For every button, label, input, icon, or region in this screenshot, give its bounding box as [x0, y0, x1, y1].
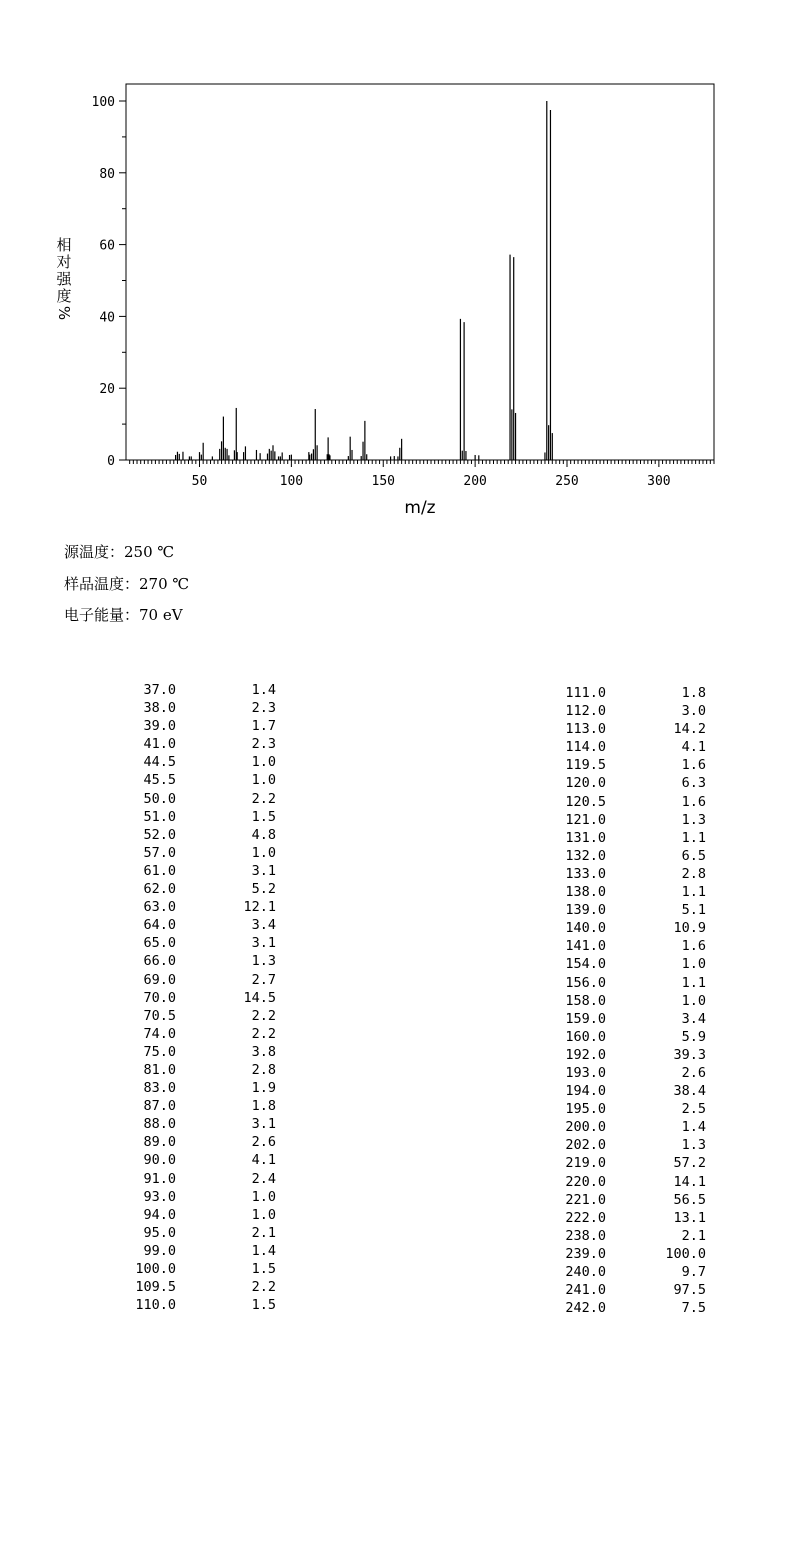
- abundance-value: 1.7: [251, 718, 276, 735]
- table-row: [558, 774, 706, 792]
- table-row: [558, 793, 706, 811]
- table-row: [128, 1025, 276, 1043]
- table-row: [128, 1079, 276, 1097]
- abundance-value: 2.3: [251, 700, 276, 717]
- table-row: [558, 811, 706, 829]
- table-row: [128, 916, 276, 934]
- abundance-value: 2.2: [251, 1007, 276, 1024]
- table-row: [558, 919, 706, 937]
- mz-value: 222.0: [565, 1209, 606, 1226]
- mz-value: 81.0: [143, 1061, 176, 1078]
- mz-value: 139.0: [565, 902, 606, 919]
- abundance-value: 2.2: [251, 1279, 276, 1296]
- abundance-value: 6.3: [681, 775, 706, 792]
- abundance-value: 3.1: [251, 1116, 276, 1133]
- table-row: [558, 1064, 706, 1082]
- mz-value: 39.0: [143, 718, 176, 735]
- table-row: [558, 1173, 706, 1191]
- table-row: [128, 699, 276, 717]
- abundance-value: 1.0: [251, 754, 276, 771]
- abundance-value: 2.6: [681, 1064, 706, 1081]
- mz-value: 156.0: [565, 974, 606, 991]
- abundance-value: 1.5: [251, 1297, 276, 1314]
- mz-value: 160.0: [565, 1028, 606, 1045]
- mz-value: 159.0: [565, 1010, 606, 1027]
- x-tick-label: 100: [279, 474, 304, 489]
- mz-value: 89.0: [143, 1134, 176, 1151]
- mz-value: 45.5: [143, 772, 176, 789]
- abundance-value: 5.9: [681, 1028, 706, 1045]
- mz-value: 138.0: [565, 884, 606, 901]
- mz-value: 221.0: [565, 1191, 606, 1208]
- table-row: [128, 1061, 276, 1079]
- mz-value: 87.0: [143, 1098, 176, 1115]
- abundance-value: 1.1: [681, 829, 706, 846]
- mz-value: 240.0: [565, 1264, 606, 1280]
- mz-value: 69.0: [143, 971, 176, 988]
- abundance-value: 1.1: [681, 884, 706, 901]
- y-tick-label: 60: [99, 238, 115, 254]
- abundance-value: 14.5: [243, 989, 276, 1006]
- table-row: [128, 771, 276, 789]
- abundance-value: 1.3: [251, 953, 276, 970]
- mz-value: 238.0: [565, 1227, 606, 1244]
- plot-frame: [126, 84, 714, 460]
- table-row: [128, 753, 276, 771]
- abundance-value: 1.5: [251, 1261, 276, 1277]
- mz-value: 38.0: [143, 700, 176, 717]
- table-row: [128, 1278, 276, 1296]
- abundance-value: 1.8: [681, 685, 706, 701]
- table-row: [128, 989, 276, 1007]
- abundance-value: 1.5: [251, 808, 276, 825]
- table-row: [558, 1227, 706, 1245]
- chart-svg: [0, 0, 794, 530]
- abundance-value: 2.2: [251, 1025, 276, 1042]
- abundance-value: 1.6: [681, 938, 706, 955]
- abundance-value: 9.7: [681, 1264, 706, 1280]
- table-row: [128, 1224, 276, 1242]
- mz-value: 65.0: [143, 935, 176, 952]
- table-row: [558, 847, 706, 865]
- source-temperature: 源温度：250 ℃: [64, 543, 175, 561]
- abundance-value: 2.8: [251, 1061, 276, 1078]
- mz-value: 242.0: [565, 1300, 606, 1317]
- abundance-value: 38.4: [673, 1083, 706, 1100]
- mz-value: 141.0: [565, 938, 606, 955]
- mz-value: 193.0: [565, 1064, 606, 1081]
- table-row: [128, 717, 276, 735]
- mz-value: 154.0: [565, 956, 606, 973]
- mz-value: 90.0: [143, 1152, 176, 1169]
- table-row: [128, 1296, 276, 1314]
- table-row: [128, 1170, 276, 1188]
- table-row: [128, 790, 276, 808]
- x-tick-label: 200: [463, 474, 487, 489]
- mz-value: 91.0: [143, 1170, 176, 1187]
- x-axis-label: m/z: [404, 498, 436, 518]
- table-row: [128, 826, 276, 844]
- table-row: [128, 934, 276, 952]
- abundance-value: 2.3: [251, 736, 276, 753]
- table-row: [558, 1154, 706, 1172]
- abundance-value: 3.1: [251, 935, 276, 952]
- abundance-value: 5.1: [681, 902, 706, 919]
- mz-value: 88.0: [143, 1116, 176, 1133]
- table-row: [558, 1136, 706, 1154]
- x-tick-label: 250: [555, 474, 579, 489]
- mz-value: 111.0: [565, 685, 606, 701]
- table-row: [558, 955, 706, 973]
- table-row: [558, 901, 706, 919]
- table-row: [128, 681, 276, 699]
- table-row: [128, 1260, 276, 1278]
- table-row: [128, 808, 276, 826]
- abundance-value: 2.1: [251, 1224, 276, 1241]
- mz-value: 52.0: [143, 826, 176, 843]
- table-row: [558, 720, 706, 738]
- table-row: [128, 1097, 276, 1115]
- mz-value: 74.0: [143, 1025, 176, 1042]
- sample-temperature: 样品温度：270 ℃: [64, 575, 190, 593]
- table-row: [128, 1206, 276, 1224]
- abundance-value: 3.8: [251, 1043, 276, 1060]
- x-tick-label: 50: [191, 474, 208, 489]
- mz-value: 120.0: [565, 775, 606, 792]
- abundance-value: 10.9: [673, 920, 706, 937]
- abundance-value: 14.1: [673, 1173, 706, 1190]
- y-axis-label-char: 相: [56, 236, 72, 254]
- abundance-value: 2.4: [251, 1170, 276, 1187]
- abundance-value: 4.8: [251, 826, 276, 843]
- table-row: [558, 883, 706, 901]
- abundance-value: 1.8: [251, 1098, 276, 1115]
- abundance-value: 1.0: [251, 772, 276, 789]
- table-row: [558, 1118, 706, 1136]
- mz-value: 131.0: [565, 829, 606, 846]
- mz-value: 57.0: [143, 844, 176, 861]
- y-tick-label: 100: [91, 95, 115, 110]
- mz-value: 140.0: [565, 920, 606, 937]
- abundance-value: 1.0: [251, 1188, 276, 1205]
- abundance-value: 1.6: [681, 793, 706, 810]
- table-row: [128, 880, 276, 898]
- table-row: [128, 971, 276, 989]
- mz-value: 95.0: [143, 1224, 176, 1241]
- abundance-value: 1.6: [681, 757, 706, 774]
- mz-value: 62.0: [143, 881, 176, 898]
- abundance-value: 1.3: [681, 1137, 706, 1154]
- table-row: [128, 1133, 276, 1151]
- mz-value: 109.5: [135, 1279, 176, 1296]
- table-row: [128, 735, 276, 753]
- mz-value: 112.0: [565, 703, 606, 720]
- table-row: [558, 1299, 706, 1317]
- table-row: [558, 865, 706, 883]
- mz-value: 113.0: [565, 721, 606, 738]
- abundance-value: 1.4: [251, 682, 276, 698]
- mz-value: 194.0: [565, 1083, 606, 1100]
- mz-value: 70.5: [143, 1007, 176, 1024]
- table-row: [128, 1007, 276, 1025]
- mz-value: 239.0: [565, 1245, 606, 1262]
- table-row: [128, 1188, 276, 1206]
- abundance-value: 3.1: [251, 862, 276, 879]
- abundance-value: 5.2: [251, 881, 276, 898]
- table-row: [558, 1028, 706, 1046]
- abundance-value: 3.0: [681, 703, 706, 720]
- mz-value: 192.0: [565, 1046, 606, 1063]
- mz-value: 75.0: [143, 1043, 176, 1060]
- mz-value: 100.0: [135, 1261, 176, 1277]
- mz-value: 133.0: [565, 865, 606, 882]
- abundance-value: 14.2: [673, 721, 706, 738]
- abundance-value: 6.5: [681, 847, 706, 864]
- table-row: [558, 1281, 706, 1299]
- abundance-value: 1.4: [681, 1119, 706, 1136]
- abundance-value: 2.6: [251, 1134, 276, 1151]
- abundance-value: 39.3: [673, 1046, 706, 1063]
- y-tick-label: 40: [99, 310, 115, 326]
- table-row: [558, 974, 706, 992]
- mz-value: 61.0: [143, 862, 176, 879]
- abundance-value: 2.1: [681, 1227, 706, 1244]
- table-row: [558, 684, 706, 702]
- y-tick-label: 0: [107, 454, 115, 469]
- abundance-value: 97.5: [673, 1282, 706, 1299]
- abundance-value: 7.5: [681, 1300, 706, 1317]
- table-row: [128, 844, 276, 862]
- mz-value: 158.0: [565, 992, 606, 1009]
- mz-value: 202.0: [565, 1137, 606, 1154]
- table-row: [558, 1209, 706, 1227]
- mz-value: 63.0: [143, 899, 176, 916]
- peak-table-right: [558, 684, 706, 1317]
- y-tick-label: 80: [99, 166, 115, 182]
- abundance-value: 1.3: [681, 811, 706, 828]
- table-row: [128, 1115, 276, 1133]
- y-axis-label-char: 度: [56, 287, 72, 305]
- mass-spectrum-chart: [0, 0, 794, 530]
- table-row: [128, 898, 276, 916]
- mz-value: 195.0: [565, 1101, 606, 1118]
- table-row: [558, 992, 706, 1010]
- table-row: [558, 937, 706, 955]
- abundance-value: 57.2: [673, 1155, 706, 1172]
- abundance-value: 100.0: [665, 1245, 706, 1262]
- table-row: [558, 1082, 706, 1100]
- abundance-value: 1.0: [681, 956, 706, 973]
- abundance-value: 13.1: [673, 1209, 706, 1226]
- abundance-value: 4.1: [681, 739, 706, 756]
- abundance-value: 12.1: [243, 899, 276, 916]
- abundance-value: 3.4: [681, 1010, 706, 1027]
- mz-value: 51.0: [143, 808, 176, 825]
- mz-value: 83.0: [143, 1080, 176, 1097]
- y-axis-label-char: 强: [56, 270, 72, 288]
- table-row: [558, 1263, 706, 1281]
- abundance-value: 1.0: [681, 992, 706, 1009]
- mz-value: 121.0: [565, 811, 606, 828]
- abundance-value: 2.8: [681, 865, 706, 882]
- table-row: [128, 1242, 276, 1260]
- y-axis-label-char: %: [55, 305, 73, 321]
- mz-value: 99.0: [143, 1242, 176, 1259]
- table-row: [128, 1151, 276, 1169]
- mz-value: 50.0: [143, 790, 176, 807]
- table-row: [558, 756, 706, 774]
- table-row: [128, 952, 276, 970]
- mz-value: 37.0: [143, 682, 176, 698]
- y-tick-label: 20: [99, 382, 115, 398]
- mz-value: 132.0: [565, 847, 606, 864]
- mz-value: 64.0: [143, 917, 176, 934]
- table-row: [558, 702, 706, 720]
- mz-value: 93.0: [143, 1188, 176, 1205]
- abundance-value: 2.5: [681, 1101, 706, 1118]
- y-axis-label-char: 对: [56, 253, 72, 271]
- x-tick-label: 150: [371, 474, 395, 489]
- x-tick-label: 300: [647, 474, 671, 489]
- table-row: [558, 829, 706, 847]
- table-row: [128, 862, 276, 880]
- mz-value: 66.0: [143, 953, 176, 970]
- mz-value: 70.0: [143, 989, 176, 1006]
- abundance-value: 3.4: [251, 917, 276, 934]
- chart-canvas: [0, 0, 794, 530]
- table-row: [558, 1010, 706, 1028]
- mz-value: 200.0: [565, 1119, 606, 1136]
- mz-value: 120.5: [565, 793, 606, 810]
- table-row: [128, 1043, 276, 1061]
- table-row: [558, 1245, 706, 1263]
- mz-value: 110.0: [135, 1297, 176, 1314]
- mz-value: 241.0: [565, 1282, 606, 1299]
- table-row: [558, 1100, 706, 1118]
- mz-value: 219.0: [565, 1155, 606, 1172]
- mz-value: 114.0: [565, 739, 606, 756]
- abundance-value: 4.1: [251, 1152, 276, 1169]
- mz-value: 44.5: [143, 754, 176, 771]
- abundance-value: 1.4: [251, 1242, 276, 1259]
- abundance-value: 2.2: [251, 790, 276, 807]
- peak-table-left: [128, 681, 276, 1314]
- abundance-value: 2.7: [251, 971, 276, 988]
- electron-energy: 电子能量：70 eV: [64, 606, 183, 624]
- table-row: [558, 738, 706, 756]
- abundance-value: 1.1: [681, 974, 706, 991]
- abundance-value: 1.0: [251, 844, 276, 861]
- mz-value: 220.0: [565, 1173, 606, 1190]
- mz-value: 119.5: [565, 757, 606, 774]
- abundance-value: 1.0: [251, 1206, 276, 1223]
- table-row: [558, 1046, 706, 1064]
- table-row: [558, 1191, 706, 1209]
- mz-value: 94.0: [143, 1206, 176, 1223]
- abundance-value: 1.9: [251, 1080, 276, 1097]
- mz-value: 41.0: [143, 736, 176, 753]
- abundance-value: 56.5: [673, 1191, 706, 1208]
